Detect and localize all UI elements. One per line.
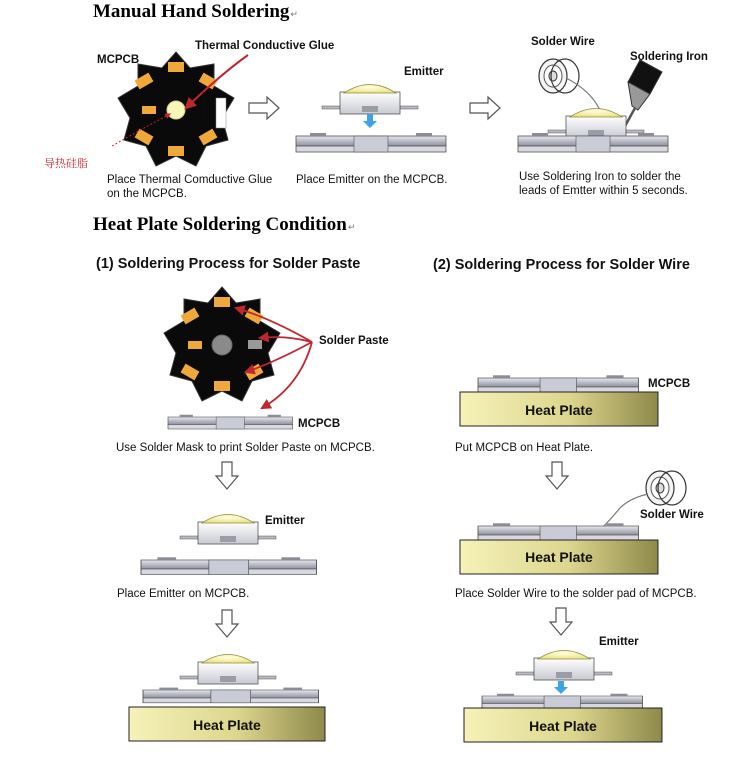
emitter-side-view-p2 xyxy=(180,515,276,545)
step-arrow-down-w2 xyxy=(550,608,572,635)
emitter-side-view-1 xyxy=(322,85,418,115)
paste-process-subtitle: (1) Soldering Process for Solder Paste xyxy=(96,256,361,272)
solder-wire-spool-1 xyxy=(539,59,579,93)
emitter-label-manual: Emitter xyxy=(404,66,444,78)
emitter-label-paste: Emitter xyxy=(265,515,305,527)
mcpcb-side-view-w3 xyxy=(482,694,643,708)
step-arrow-down-p1 xyxy=(216,462,238,489)
glue-chinese-label: 导热硅脂 xyxy=(44,157,88,170)
step-arrow-right-1 xyxy=(249,97,279,119)
heat-plate-label-w2: Heat Plate xyxy=(525,549,593,565)
heat-plate-title: Heat Plate Soldering Condition↵ xyxy=(93,214,356,235)
wire-process-subtitle: (2) Soldering Process for Solder Wire xyxy=(433,257,690,273)
mcpcb-side-view-1 xyxy=(296,133,446,152)
heat-plate-label-w3: Heat Plate xyxy=(529,718,597,734)
emitter-side-view-w3 xyxy=(516,651,612,681)
step-arrow-down-p2 xyxy=(216,610,238,637)
emitter-label-wire: Emitter xyxy=(599,636,639,648)
mcpcb-label-manual: MCPCB xyxy=(97,54,140,66)
step2-caption: Place Emitter on the MCPCB. xyxy=(296,174,448,186)
step3-caption: Use Soldering Iron to solder the leads of Emtter within 5 seconds. xyxy=(519,171,688,197)
solder-wire-label-w2: Solder Wire xyxy=(640,509,704,521)
manual-soldering-title: Manual Hand Soldering↵ xyxy=(93,1,298,22)
thermal-glue-label: Thermal Conductive Glue xyxy=(195,40,335,52)
mcpcb-label-paste: MCPCB xyxy=(298,418,341,430)
wire-step1-caption: Put MCPCB on Heat Plate. xyxy=(455,442,594,454)
solder-paste-label: Solder Paste xyxy=(319,335,389,347)
placement-arrow-blue xyxy=(363,114,377,128)
mcpcb-side-view-p2 xyxy=(141,557,317,574)
step-arrow-right-2 xyxy=(470,97,500,119)
emitter-side-view-p3 xyxy=(180,655,276,685)
paragraph-mark: ↵ xyxy=(290,10,298,20)
soldering-iron-label: Soldering Iron xyxy=(630,51,708,63)
mcpcb-label-wire: MCPCB xyxy=(648,378,691,390)
paste-step1-caption: Use Solder Mask to print Solder Paste on MCPCB. xyxy=(116,442,375,454)
mcpcb-side-view-p3 xyxy=(143,688,319,703)
wire-step2-caption: Place Solder Wire to the solder pad of MCPCB. xyxy=(455,588,697,600)
mcpcb-star-board-top xyxy=(118,52,234,166)
emitter-side-view-2 xyxy=(548,109,644,139)
mcpcb-side-view-2 xyxy=(518,133,668,152)
placement-arrow-blue-w3 xyxy=(554,681,568,694)
mcpcb-side-view-w1 xyxy=(478,375,639,392)
mcpcb-star-board-paste xyxy=(164,287,280,401)
paste-step2-caption: Place Emitter on MCPCB. xyxy=(117,588,250,600)
mcpcb-side-view-paste xyxy=(168,415,293,429)
soldering-iron xyxy=(624,60,662,128)
paragraph-mark: ↵ xyxy=(347,223,356,233)
board-marking: PROLIGHT xyxy=(200,92,206,118)
step1-caption: Place Thermal Comductive Glue on the MCPCB. xyxy=(107,174,273,200)
solder-wire-label-manual: Solder Wire xyxy=(531,36,595,48)
heat-plate-label-p3: Heat Plate xyxy=(193,717,261,733)
solder-wire-spool-2 xyxy=(646,471,686,505)
mcpcb-side-view-w2 xyxy=(478,523,639,540)
heat-plate-label-w1: Heat Plate xyxy=(525,402,593,418)
step-arrow-down-w1 xyxy=(546,462,568,489)
